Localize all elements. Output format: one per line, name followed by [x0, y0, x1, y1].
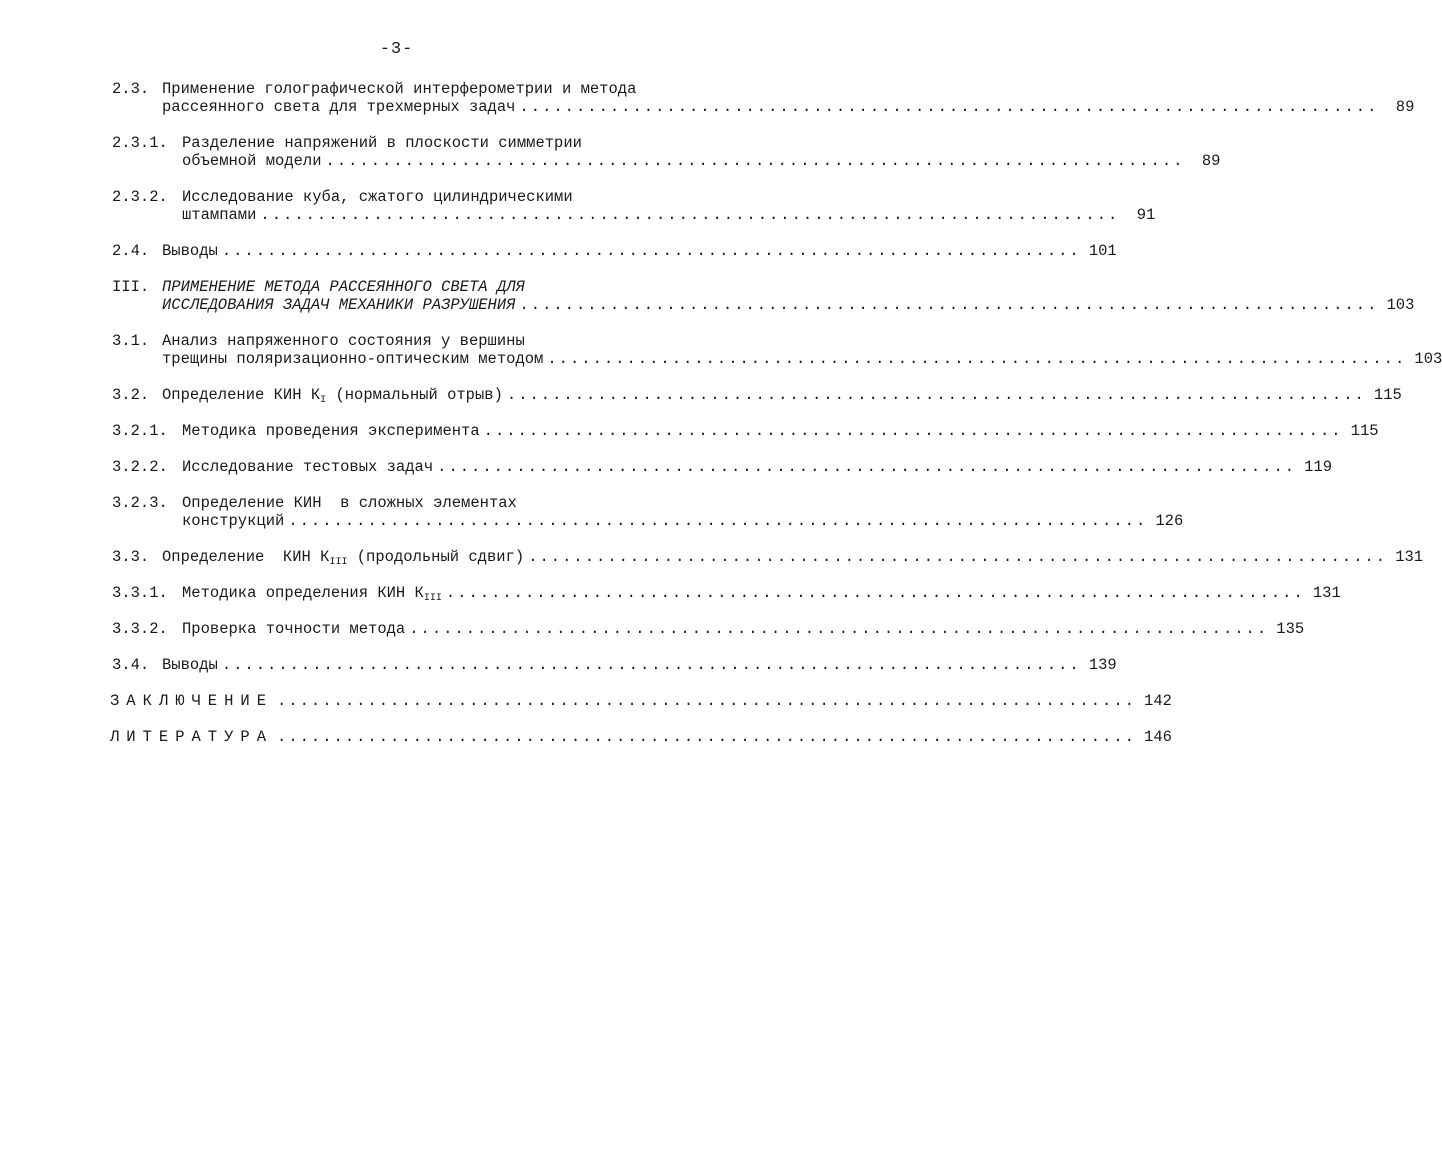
page-number: -3- — [379, 40, 414, 59]
toc-entry-page: 139 — [1088, 656, 1117, 674]
toc-entry-page: 126 — [1155, 512, 1184, 530]
toc-entry-title-line: Методика определения КИН $К_{III}$ — [182, 584, 442, 604]
dot-leader: ............................................................................ — [519, 98, 1379, 116]
toc-entry-title-line: ЛИТЕРАТУРА — [110, 728, 274, 746]
toc-entry-title-line: Анализ напряженного состояния у вершины — [162, 332, 525, 350]
toc-entry-page: 115 — [1373, 386, 1402, 404]
dot-leader: ............................................................................ — [409, 620, 1269, 638]
toc-entry-page: 115 — [1350, 422, 1379, 440]
toc-entry-title-line: штампами — [182, 206, 257, 224]
toc-entry-page: 131 — [1312, 584, 1341, 602]
toc-entry-page: 89 — [1395, 98, 1415, 116]
dot-leader: ............................................................................ — [445, 584, 1305, 602]
toc-entry-title-line: рассеянного света для трехмерных задач — [162, 98, 516, 116]
dot-leader: ............................................................................ — [260, 206, 1120, 224]
dot-leader: ............................................................................ — [288, 512, 1148, 530]
toc-entry-number: 3.2.3. — [112, 494, 168, 512]
toc-entry-title-line: конструкций — [182, 512, 285, 530]
toc-entry-number: 3.1. — [112, 332, 150, 350]
toc-entry-page: 146 — [1144, 728, 1172, 746]
toc-entry-number: 2.3. — [112, 80, 150, 98]
toc-entry-title-line: Определение КИН $К_I$ (нормальный отрыв) — [162, 386, 503, 406]
toc-entry-page: 119 — [1304, 458, 1333, 476]
toc-entry-title-line: Проверка точности метода — [182, 620, 406, 638]
dot-leader: ............................................................................ — [547, 350, 1407, 368]
dot-leader: ............................................................................ — [221, 656, 1081, 674]
toc-entry-title-line: ЗАКЛЮЧЕНИЕ — [110, 692, 274, 710]
dot-leader: ............................................................................ — [519, 296, 1379, 314]
dot-leader: ............................................................................ — [437, 458, 1297, 476]
toc-entry-page: 131 — [1395, 548, 1424, 566]
toc-entry-title-line: Определение КИН $К_{III}$ (продольный сдвиг) — [162, 548, 525, 568]
toc-entry-number: 3.3. — [112, 548, 150, 566]
dot-leader: ............................................................................ — [277, 728, 1136, 746]
toc-entry-number: 3.2.1. — [112, 422, 168, 440]
toc-entry-number: 2.3.2. — [112, 188, 168, 206]
dot-leader: ............................................................................ — [277, 692, 1136, 710]
toc-entry-title-line: Применение голографической интерферометрии и метода — [162, 80, 637, 98]
dot-leader: ............................................................................ — [506, 386, 1366, 404]
toc-entry-page: 142 — [1144, 692, 1172, 710]
toc-entry-page: 101 — [1088, 242, 1117, 260]
toc-entry-title-line: ИССЛЕДОВАНИЯ ЗАДАЧ МЕХАНИКИ РАЗРУШЕНИЯ — [162, 296, 516, 314]
toc-entry-number: 3.2. — [112, 386, 150, 404]
toc-entry-title-line: трещины поляризационно-оптическим методом — [162, 350, 544, 368]
toc-entry-title-line: Исследование тестовых задач — [182, 458, 434, 476]
dot-leader: ............................................................................ — [221, 242, 1081, 260]
toc-entry-number: 3.4. — [112, 656, 150, 674]
dot-leader: ............................................................................ — [528, 548, 1388, 566]
toc-entry-number: III. — [112, 278, 150, 296]
toc-entry-title-line: Методика проведения эксперимента — [182, 422, 480, 440]
toc-entry-number: 3.3.2. — [112, 620, 168, 638]
toc-entry-number: 3.2.2. — [112, 458, 168, 476]
toc-entry-page: 135 — [1276, 620, 1305, 638]
toc-entry-title-line: Исследование куба, сжатого цилиндрическими — [182, 188, 573, 206]
toc-entry-title-line: Выводы — [162, 656, 218, 674]
toc-entry-page: 103 — [1414, 350, 1442, 368]
toc-entry-title-line: Разделение напряжений в плоскости симметрии — [182, 134, 582, 152]
toc-entry-number: 2.4. — [112, 242, 150, 260]
toc-entry-number: 3.3.1. — [112, 584, 168, 602]
toc-entry-page: 91 — [1136, 206, 1156, 224]
dot-leader: ............................................................................ — [325, 152, 1185, 170]
toc-entry-page: 89 — [1201, 152, 1221, 170]
toc-entry-page: 103 — [1386, 296, 1415, 314]
toc-entry-title-line: Выводы — [162, 242, 218, 260]
toc-entry-number: 2.3.1. — [112, 134, 168, 152]
dot-leader: ............................................................................ — [483, 422, 1343, 440]
toc-entry-title-line: Определение КИН в сложных элементах — [182, 494, 517, 512]
toc-entry-title-line: ПРИМЕНЕНИЕ МЕТОДА РАССЕЯННОГО СВЕТА ДЛЯ — [162, 278, 525, 296]
toc-entry-title-line: объемной модели — [182, 152, 322, 170]
